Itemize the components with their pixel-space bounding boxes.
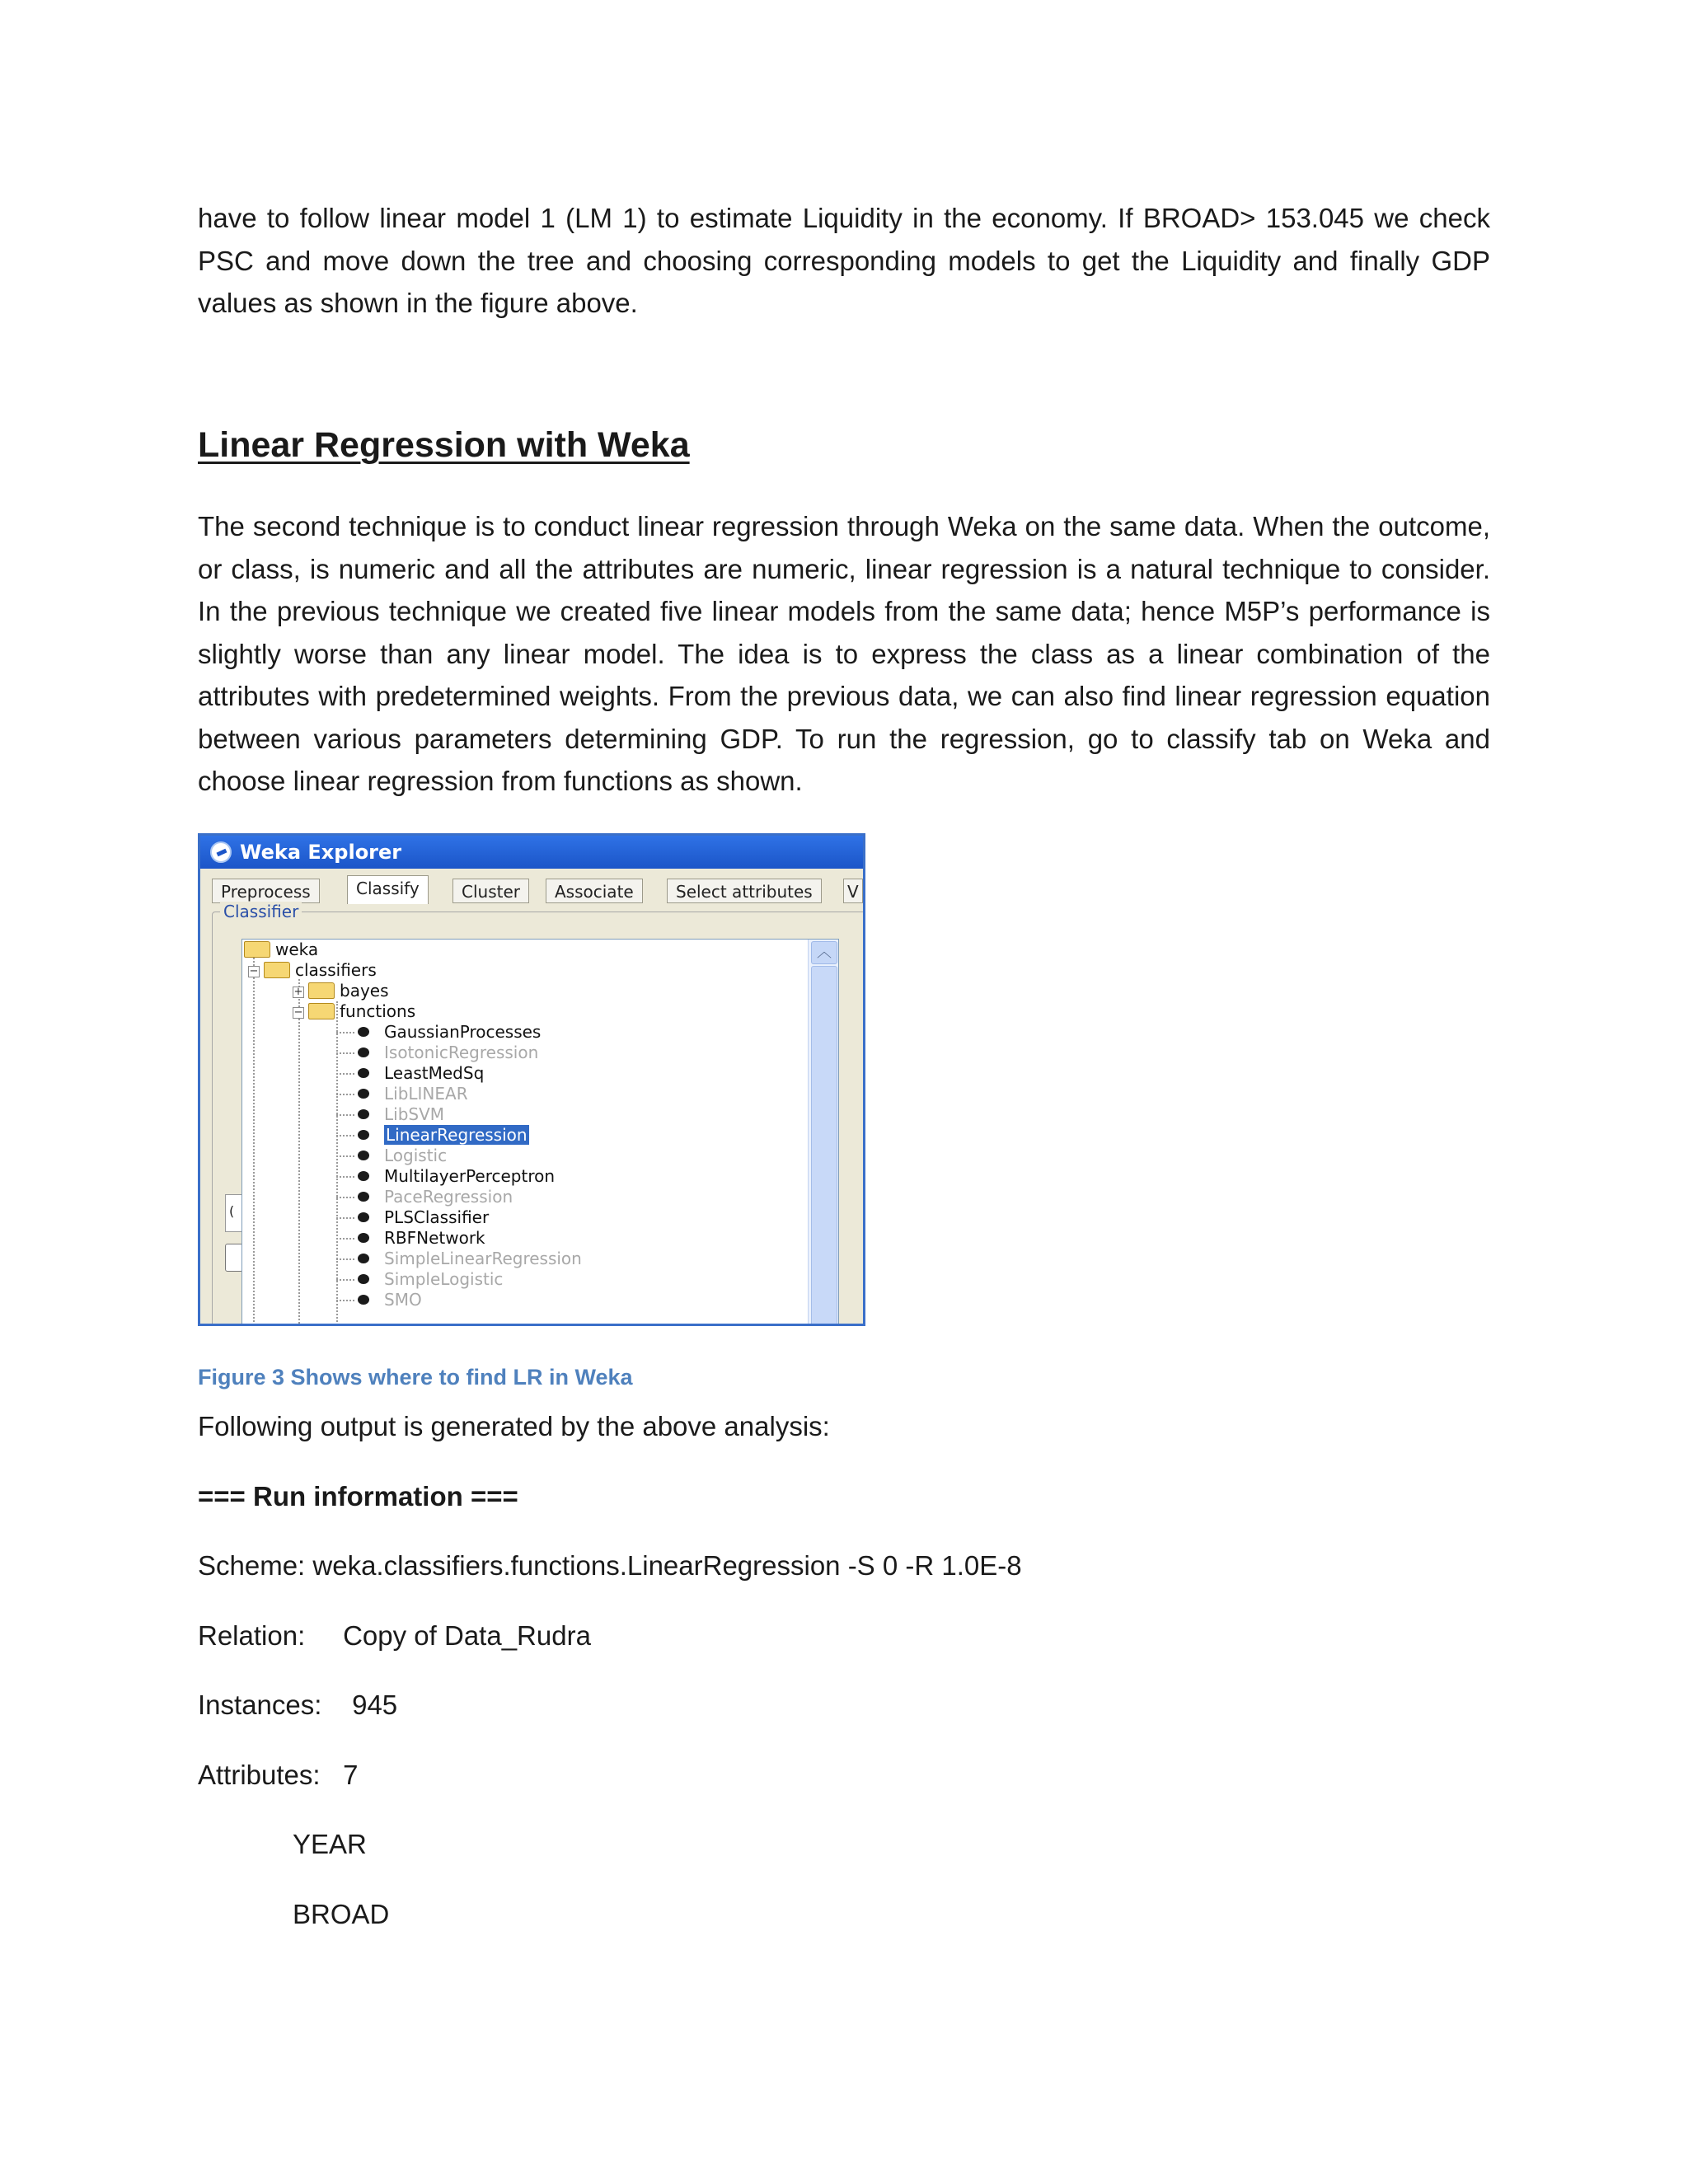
- section-heading: Linear Regression with Weka: [198, 425, 690, 465]
- tree-node-bayes[interactable]: bayes: [308, 981, 389, 1001]
- weka-explorer-screenshot: [198, 833, 865, 1326]
- tab-cluster[interactable]: Cluster: [452, 879, 529, 903]
- tree-leaf[interactable]: SimpleLinearRegression: [336, 1249, 582, 1269]
- tab-associate[interactable]: Associate: [546, 879, 643, 903]
- tree-node-weka[interactable]: weka: [244, 940, 318, 960]
- tree-leaf[interactable]: LeastMedSq: [336, 1063, 484, 1084]
- leaf-bullet-icon: [358, 1047, 369, 1057]
- attribute-item: BROAD: [293, 1899, 390, 1929]
- tree-node-functions[interactable]: functions: [308, 1001, 415, 1022]
- tree-leaf[interactable]: SMO: [336, 1290, 422, 1310]
- leaf-bullet-icon: [358, 1274, 369, 1284]
- leaf-bullet-icon: [358, 1130, 369, 1140]
- hidden-button-stub: [225, 1244, 243, 1272]
- weka-logo-icon: [210, 841, 232, 863]
- paragraph-linear-regression: The second technique is to conduct linear regression through Weka on the same data. When the outcome, or class, is numeric and all the attributes are numeric, linear regression is a natural technique to consider. In the previous technique we created five linear models from the same data; hence M5P’s performance is slightly worse than any linear model. The idea is to express the class as a linear combination of the attributes with predetermined weights. From the previous data, we can also find linear regression equation between various parameters determining GDP. To run the regression, go to classify tab on Weka and choose linear regression from functions as shown.: [198, 511, 1490, 796]
- tab-select-attributes[interactable]: Select attributes: [667, 879, 822, 903]
- paragraph-linear-model: have to follow linear model 1 (LM 1) to estimate Liquidity in the economy. If BROAD> 153.045 we check PSC and move down the tree and choosing corresponding models to get the Liquidity and finally GDP values as shown in the figure above.: [198, 203, 1490, 318]
- hidden-panel-stub-text: (: [229, 1203, 235, 1219]
- tree-node-classifiers[interactable]: classifiers: [264, 960, 377, 981]
- leaf-bullet-icon: [358, 1068, 369, 1078]
- tree-leaf[interactable]: MultilayerPerceptron: [336, 1166, 555, 1187]
- tree-leaf[interactable]: GaussianProcesses: [336, 1022, 541, 1043]
- tree-leaf[interactable]: Logistic: [336, 1146, 447, 1166]
- tree-leaf[interactable]: SimpleLogistic: [336, 1269, 503, 1290]
- tree-scrollbar[interactable]: [808, 940, 838, 1326]
- tab-classify[interactable]: Classify: [347, 875, 429, 904]
- leaf-bullet-icon: [358, 1089, 369, 1099]
- tab-preprocess[interactable]: Preprocess: [212, 879, 320, 903]
- run-info-header: === Run information ===: [198, 1481, 518, 1511]
- window-titlebar: [200, 836, 863, 869]
- folder-open-icon: [264, 962, 290, 978]
- expand-icon[interactable]: +: [293, 986, 303, 998]
- folder-closed-icon: [308, 982, 335, 999]
- leaf-bullet-icon: [358, 1254, 369, 1263]
- leaf-bullet-icon: [358, 1151, 369, 1160]
- tree-leaf-selected[interactable]: LinearRegression: [336, 1125, 529, 1146]
- hidden-panel-stub: [225, 1194, 243, 1232]
- tree-leaf[interactable]: PaceRegression: [336, 1187, 513, 1207]
- leaf-bullet-icon: [358, 1171, 369, 1181]
- leaf-bullet-icon: [358, 1192, 369, 1202]
- leaf-bullet-icon: [358, 1027, 369, 1037]
- chevron-up-icon[interactable]: ︿: [811, 941, 837, 964]
- tree-leaf[interactable]: IsotonicRegression: [336, 1043, 538, 1063]
- output-intro: Following output is generated by the above analysis:: [198, 1411, 830, 1441]
- scrollbar-thumb[interactable]: [811, 966, 837, 1326]
- tab-bar: [212, 877, 863, 904]
- tree-leaf[interactable]: RBFNetwork: [336, 1228, 485, 1249]
- figure-caption: Figure 3 Shows where to find LR in Weka: [198, 1365, 633, 1390]
- folder-open-icon: [244, 941, 270, 958]
- leaf-bullet-icon: [358, 1295, 369, 1305]
- collapse-icon[interactable]: −: [293, 1006, 303, 1019]
- window-title: Weka Explorer: [240, 841, 402, 864]
- attribute-item: YEAR: [293, 1829, 367, 1859]
- leaf-bullet-icon: [358, 1233, 369, 1243]
- instances-line: Instances: 945: [198, 1690, 398, 1720]
- tab-visualize[interactable]: V: [843, 879, 863, 903]
- leaf-bullet-icon: [358, 1109, 369, 1119]
- tree-connector: [298, 979, 300, 1326]
- leaf-bullet-icon: [358, 1212, 369, 1222]
- attributes-line: Attributes: 7: [198, 1760, 359, 1790]
- tree-connector: [253, 958, 255, 1326]
- relation-line: Relation: Copy of Data_Rudra: [198, 1620, 591, 1651]
- tree-leaf[interactable]: LibSVM: [336, 1104, 444, 1125]
- tree-leaf[interactable]: LibLINEAR: [336, 1084, 468, 1104]
- scheme-line: Scheme: weka.classifiers.functions.LinearRegression -S 0 -R 1.0E-8: [198, 1550, 1022, 1581]
- collapse-icon[interactable]: −: [249, 965, 259, 977]
- classifier-tree[interactable]: [241, 939, 839, 1326]
- classifier-group-label: Classifier: [220, 902, 302, 921]
- folder-open-icon: [308, 1003, 335, 1019]
- tree-leaf[interactable]: PLSClassifier: [336, 1207, 489, 1228]
